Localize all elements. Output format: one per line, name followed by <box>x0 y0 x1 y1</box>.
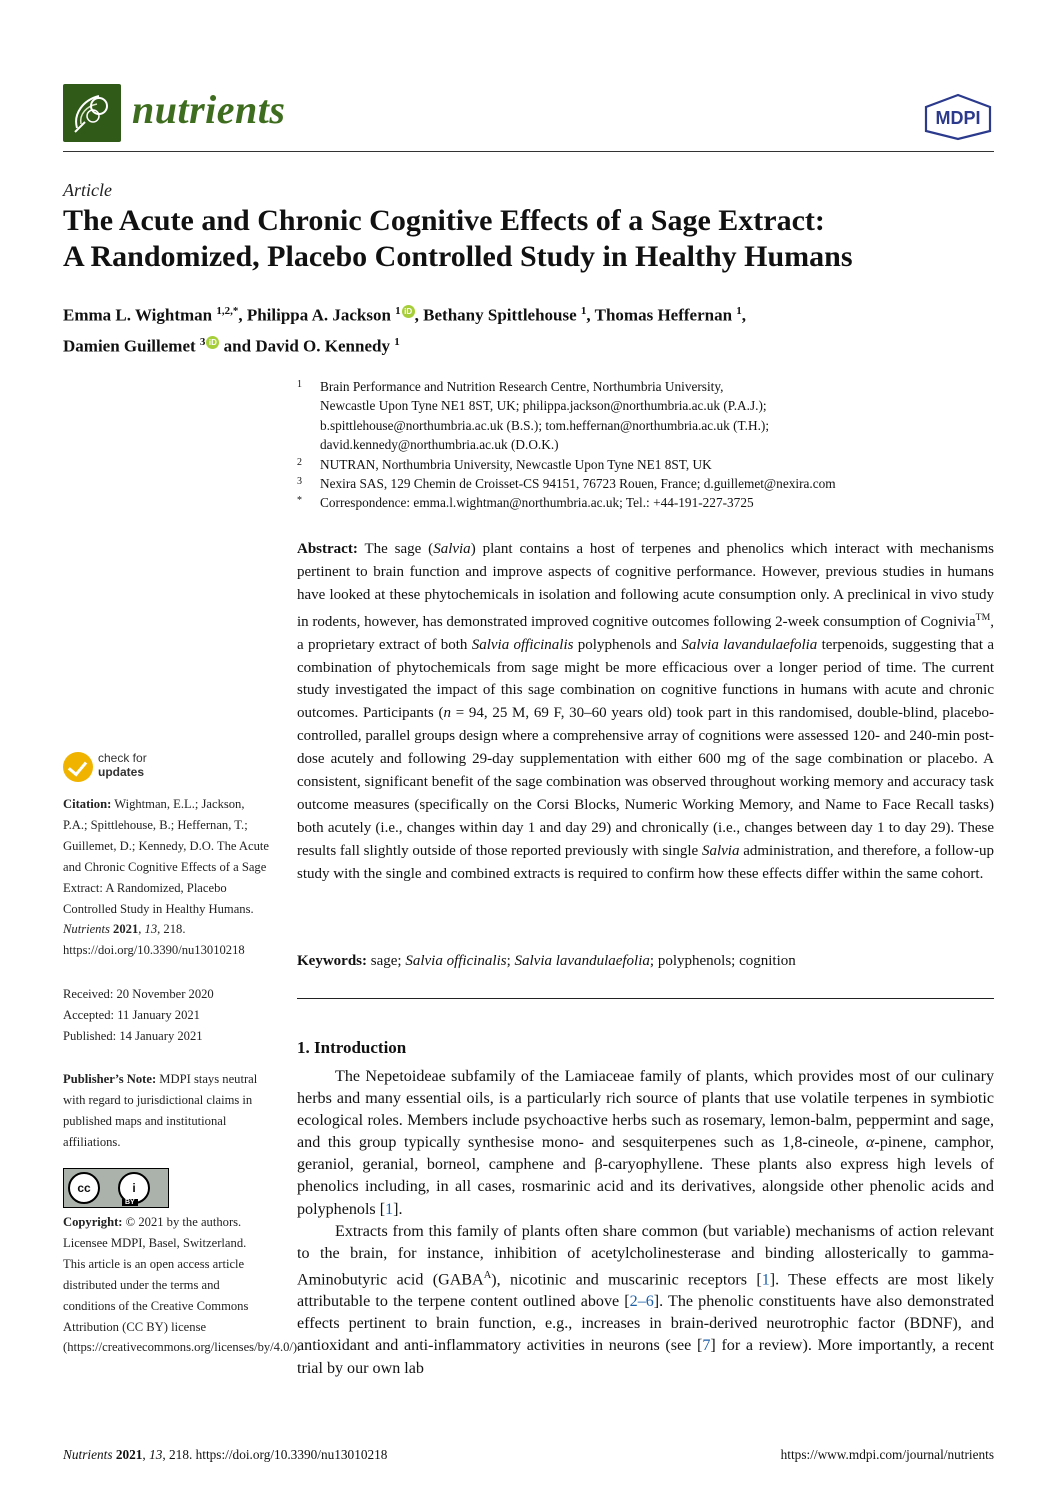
cc-icon: cc <box>68 1172 100 1204</box>
affiliation-number: 1 <box>297 379 302 390</box>
intro-paragraph-1: The Nepetoideae subfamily of the Lamiaceae family of plants, which provides most of our culinary herbs and many essential oils, is a particularly rich source of plants that use volatile terpenes in symbiotic ecological roles. Members include psychoactive herbs such as rosemary, lemon-balm, peppermint and sage, and this group typically synthesise mono- and sesquiterpenes such as 1,8-cineole, α-pinene, camphor, geraniol, geranial, borneol, camphene and β-caryophyllene. These plants also express high levels of phenolics including, in all cases, rosmarinic acid and its derivatives, alongside other phenolic acids and polyphenols [1]. <box>297 1068 994 1218</box>
citation <box>63 794 270 961</box>
author-list: Emma L. Wightman $^{1,2,*}$, Philippa A. Jackson $^1$ iD , Bethany Spittlehouse $^1$, Thomas Heffernan $^1$, Damien Guillemet $^3$ iD and David O. Kennedy $^1$ <box>63 305 747 356</box>
section-heading: 1. Introduction <box>297 1038 407 1057</box>
journal-name: nutrients <box>132 87 286 132</box>
reference-link[interactable]: 7 <box>702 1337 711 1355</box>
header-rule <box>63 151 994 152</box>
affiliation-number: * <box>297 495 302 507</box>
check-for-updates-icon[interactable] <box>63 752 93 782</box>
received-date: Received: 20 November 2020 <box>63 987 214 1001</box>
author-affiliation-marker: 1 <box>580 305 587 317</box>
publisher-note <box>63 1069 270 1153</box>
article-title-line-2: A Randomized, Placebo Controlled Study in Healthy Humans <box>63 240 853 273</box>
affiliation-line: Nexira SAS, 129 Chemin de Croisset-CS 94151, 76723 Rouen, France; d.guillemet@nexira.com <box>320 476 836 492</box>
author-name: David O. Kennedy <box>255 336 395 356</box>
by-label: BY <box>122 1199 138 1206</box>
publication-dates <box>63 984 270 1047</box>
affiliation-line: Correspondence: emma.l.wightman@northumbria.ac.uk; Tel.: +44-191-227-3725 <box>320 495 754 511</box>
affiliation-item <box>297 474 997 493</box>
affiliation-line: b.spittlehouse@northumbria.ac.uk (B.S.); tom.heffernan@northumbria.ac.uk (T.H.); <box>320 417 770 433</box>
article-type: Article <box>63 180 112 200</box>
abstract <box>297 538 994 886</box>
footer-citation: Nutrients 2021, 13, 218. https://doi.org/10.3390/nu13010218 <box>63 1447 388 1462</box>
copyright-label: Copyright: <box>63 1215 123 1229</box>
reference-link[interactable]: 1 <box>761 1271 770 1289</box>
affiliation-number: 3 <box>297 476 302 488</box>
mdpi-logo-icon <box>922 93 994 141</box>
check-for-updates-line-2: updates <box>98 765 145 779</box>
article-title <box>63 203 1003 275</box>
footer-journal-url[interactable]: https://www.mdpi.com/journal/nutrients <box>780 1447 994 1462</box>
keywords-body: sage; Salvia officinalis; Salvia lavandulaefolia; polyphenols; cognition <box>367 953 796 969</box>
accepted-date: Accepted: 11 January 2021 <box>63 1007 200 1022</box>
author-name: Philippa A. Jackson <box>246 305 396 325</box>
author-affiliation-marker: 1 <box>736 305 742 317</box>
affiliation-item <box>297 493 997 512</box>
publisher-note-label: Publisher’s Note: <box>63 1072 157 1086</box>
orcid-icon[interactable]: iD <box>402 305 415 318</box>
affiliation-line: Brain Performance and Nutrition Research Centre, Northumbria University, <box>320 379 724 394</box>
cc-by-license-icon[interactable] <box>63 1168 169 1208</box>
affiliation-line: david.kennedy@northumbria.ac.uk (D.O.K.) <box>320 437 559 453</box>
affiliations <box>297 377 997 513</box>
author-affiliation-marker: 1 <box>394 335 400 348</box>
introduction-body <box>297 1066 994 1380</box>
copyright <box>63 1212 301 1358</box>
abstract-label: Abstract: <box>297 541 358 557</box>
citation-label: Citation: <box>63 797 112 811</box>
orcid-icon[interactable]: iD <box>206 336 219 349</box>
affiliation-item <box>297 377 997 455</box>
author-affiliation-marker: 1,2,* <box>216 305 239 317</box>
check-for-updates-line-1: check for <box>98 751 147 765</box>
mdpi-logo-text: MDPI <box>935 108 981 128</box>
reference-link[interactable]: 2–6 <box>629 1293 654 1311</box>
affiliation-number: 2 <box>297 456 302 468</box>
reference-link[interactable]: 1 <box>385 1200 394 1218</box>
author-name: Thomas Heffernan <box>594 305 737 325</box>
copyright-body: © 2021 by the authors. Licensee MDPI, Basel, Switzerland. This article is an open access article distributed under the terms and conditions of the Creative Commons Attribution (CC BY) license (https://creativecommons.org/licenses/by/4.0/). <box>63 1215 301 1355</box>
intro-paragraph-2: Extracts from this family of plants often share common (but variable) mechanisms of action relevant to the brain, for instance, inhibition of acetylcholinesterase and binding allosterically to gamma-Aminobutyric acid $(GABA^A)$, nicotinic and muscarinic receptors [1]. These effects are most likely attributable to the terpene content outlined above [2–6]. The phenolic constituents have also demonstrated effects pertinent to brain function, e.g., increases in brain-derived neurotrophic factor (BDNF), and antioxidant and anti-inflammatory activities in neurons (see [7] for a review). More importantly, a recent trial by our own lab <box>297 1222 995 1377</box>
author-name: Damien Guillemet <box>63 336 200 356</box>
abstract-body: The sage (Salvia) plant contains a host of terpenes and phenolics which interact with mechanisms pertinent to brain function and improve aspects of cognitive performance. However, previous studies in humans have looked at these phytochemicals in isolation and following acute consumption only. A preclinical in vivo study in rodents, however, has demonstrated improved cognitive outcomes following 2-week consumption of Cognivia™, a proprietary extract of both Salvia officinalis polyphenols and Salvia lavandulaefolia terpenoids, suggesting that a combination of phytochemicals from sage might be more efficacious over a longer period of time. The current study investigated the impact of this sage combination on cognitive functions in humans with acute and chronic outcomes. Participants (n = 94, 25 M, 69 F, 30–60 years old) took part in this randomised, double-blind, placebo-controlled, parallel groups design where a comprehensive array of cognitions were assessed 120- and 240-min post-dose acutely and following 29-day supplementation with either 600 mg of the sage combination or placebo. A consistent, significant benefit of the sage combination was observed throughout working memory and accuracy task outcome measures (specifically on the Corsi Blocks, Numeric Working Memory, and Name to Face Recall tasks) both acutely (i.e., changes within day 1 and day 29) and chronically (i.e., changes between day 1 to day 29). These results fall slightly outside of those reported previously with single Salvia administration, and therefore, a follow-up study with the single and combined extracts is required to confirm how these effects differ within the same cohort. <box>297 541 994 882</box>
author-affiliation-marker: 3 <box>199 335 206 348</box>
author-name: Bethany Spittlehouse <box>423 305 581 325</box>
keywords-label: Keywords: <box>297 953 367 969</box>
check-for-updates-link[interactable] <box>98 751 147 779</box>
affiliation-line: NUTRAN, Northumbria University, Newcastle Upon Tyne NE1 8ST, UK <box>320 456 712 472</box>
abstract-divider <box>297 998 994 999</box>
citation-body: Wightman, E.L.; Jackson, P.A.; Spittlehouse, B.; Heffernan, T.; Guillemet, D.; Kennedy, D.O. The Acute and Chronic Cognitive Effects of a Sage Extract: A Randomized, Placebo Controlled Study in Healthy Humans. Nutrients 2021, 13, 218. https://doi.org/10.3390/nu13010218 <box>63 797 270 958</box>
article-title-line-1: The Acute and Chronic Cognitive Effects of a Sage Extract: <box>63 204 825 237</box>
published-date: Published: 14 January 2021 <box>63 1028 203 1043</box>
journal-logo-icon <box>63 84 121 142</box>
keywords <box>297 950 994 972</box>
attribution-icon: i <box>118 1172 150 1204</box>
affiliation-line: Newcastle Upon Tyne NE1 8ST, UK; philippa.jackson@northumbria.ac.uk (P.A.J.); <box>320 398 767 414</box>
affiliation-item <box>297 455 997 474</box>
author-name: Emma L. Wightman <box>63 305 217 325</box>
publisher-note-body: MDPI stays neutral with regard to jurisdictional claims in published maps and institutional affiliations. <box>63 1072 258 1149</box>
author-affiliation-marker: 1 <box>395 305 401 317</box>
